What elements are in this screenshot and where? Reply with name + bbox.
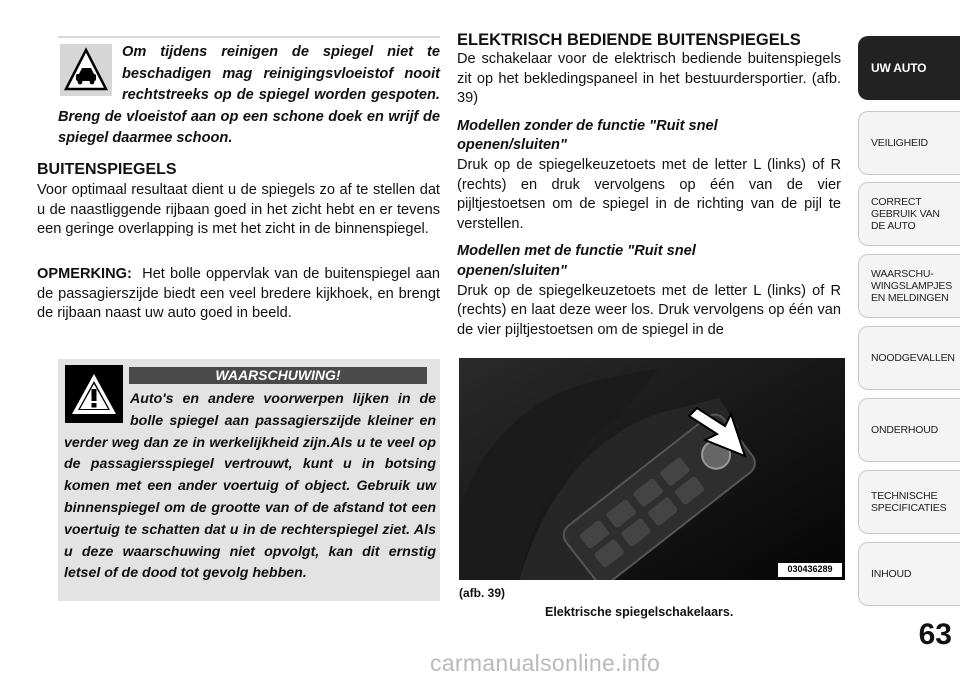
- subheading-without-feature: Modellen zonder de functie "Ruit snel openen/sluiten": [457, 117, 718, 154]
- caution-text: Om tijdens reinigen de spiegel niet te beschadigen mag reinigingsvloeistof nooit rechtstreeks op de spiegel worden gespoten. Breng de vloeistof aan op een schone doek en wrijf de spiegel daarmee schoon.: [58, 44, 440, 146]
- figure-caption: Elektrische spiegelschakelaars.: [545, 605, 734, 619]
- watermark: carmanualsonline.info: [430, 650, 661, 676]
- right-column: [457, 30, 841, 340]
- figure-label: (afb. 39): [459, 586, 506, 600]
- car-wash-caution-icon: [60, 44, 112, 96]
- subheading-with-feature: Modellen met de functie "Ruit snel openen/sluiten": [457, 243, 696, 279]
- sidebar-tab-inhoud[interactable]: INHOUD: [858, 542, 960, 606]
- sidebar-tab-waarschuwingslampjes[interactable]: WAARSCHU- WINGSLAMPJES EN MELDINGEN: [858, 254, 960, 318]
- buitenspiegels-paragraph: Voor optimaal resultaat dient u de spiegels zo af te stellen dat u de naastliggende rijbaan goed in het zicht hebt en er tevens een geringe overlapping is met het zicht in de binnenspiegel.: [37, 182, 440, 238]
- sidebar-tab-technische-specificaties[interactable]: TECHNISCHE SPECIFICATIES: [858, 470, 960, 534]
- sidebar-tab-correct-gebruik[interactable]: CORRECT GEBRUIK VAN DE AUTO: [858, 182, 960, 246]
- sidebar-tab-veiligheid[interactable]: VEILIGHEID: [858, 111, 960, 175]
- sidebar-tab-onderhoud[interactable]: ONDERHOUD: [858, 398, 960, 462]
- sidebar-tab-noodgevallen[interactable]: NOODGEVALLEN: [858, 326, 960, 390]
- sidebar-tab-uw-auto[interactable]: UW AUTO: [858, 36, 960, 100]
- note-text: Het bolle oppervlak van de buitenspiegel aan de passagierszijde biedt een veel bredere kijkhoek, en brengt de rijbaan naast uw auto goed in beeld.: [37, 266, 440, 322]
- caution-divider: [58, 36, 440, 38]
- warning-text: Auto's en andere voorwerpen lijken in de bolle spiegel aan passagierszijde kleiner en verder weg dan ze in werkelijkheid zijn.Als u te veel op de passagiersspiegel vertrouwt, kunt u in botsing komen met een ander voertuig of object. Gebruik uw binnenspiegel om de grootte van of de afstand tot een voertuig te schatten dat u in de rechterspiegel ziet. Als u deze waarschuwing niet opvolgt, kan dit ernstig letsel of de dood tot gevolg hebben.: [64, 391, 436, 582]
- instructions-without-feature: Druk op de spiegelkeuzetoets met de letter L (links) of R (rechts) en druk vervolgens op één van de vier pijltjestoetsen om de spiegel in de richting van de pijl te verstellen.: [457, 156, 841, 232]
- elektrisch-intro: De schakelaar voor de elektrisch bediende buitenspiegels zit op het bekledingspaneel in het bestuurdersportier. (afb. 39): [457, 51, 841, 107]
- section-heading-elektrisch: ELEKTRISCH BEDIENDE BUITENSPIEGELS: [457, 31, 801, 49]
- page-number: 63: [918, 618, 952, 651]
- warning-text-container: [64, 389, 436, 585]
- section-heading-buitenspiegels: BUITENSPIEGELS: [37, 161, 177, 178]
- warning-box: [58, 359, 440, 601]
- caution-notice: [58, 36, 440, 150]
- figure-code: 030436289: [787, 564, 833, 574]
- warning-title: WAARSCHUWING!: [129, 367, 427, 384]
- buitenspiegels-note: [37, 265, 440, 324]
- mirror-switch-photo: [459, 358, 845, 580]
- instructions-with-feature: Druk op de spiegelkeuzetoets met de letter L (links) of R (rechts) en laat deze weer los. Druk vervolgens op één van de vier pijltjestoetsen om de spiegel in de: [457, 282, 841, 338]
- note-label: OPMERKING:: [37, 266, 132, 282]
